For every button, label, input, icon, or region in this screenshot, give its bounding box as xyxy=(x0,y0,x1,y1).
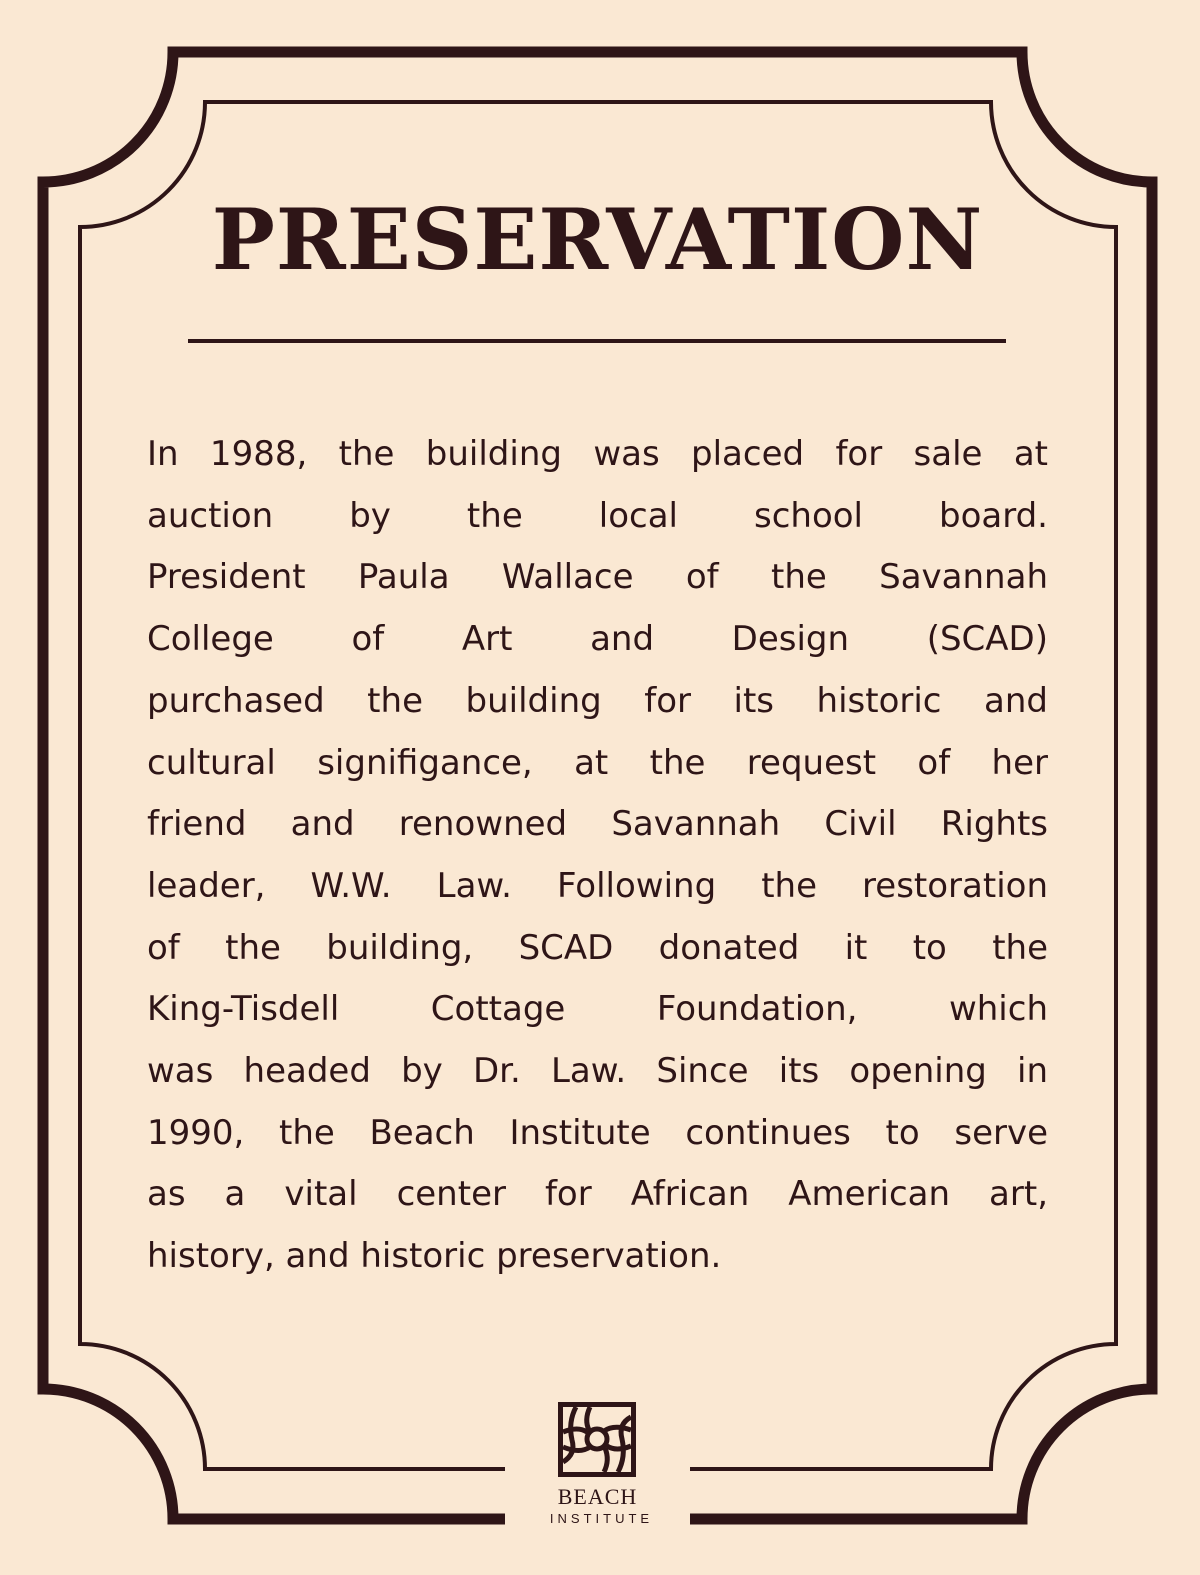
body-line: purchased the building for its historic and xyxy=(147,680,1048,721)
body-line: 1990, the Beach Institute continues to serve xyxy=(147,1112,1048,1153)
body-line: as a vital center for African American art, xyxy=(147,1174,1048,1215)
logo-text-beach: BEACH xyxy=(557,1484,638,1509)
body-line: King-Tisdell Cottage Foundation, which xyxy=(147,989,1048,1030)
logo-text-institute: INSTITUTE xyxy=(549,1511,654,1526)
body-line: leader, W.W. Law. Following the restoration xyxy=(147,865,1048,906)
beach-institute-logo-icon xyxy=(558,1402,636,1477)
body-line: friend and renowned Savannah Civil Rights xyxy=(147,804,1048,845)
body-line: College of Art and Design (SCAD) xyxy=(147,619,1048,660)
title-divider xyxy=(188,339,1006,343)
page-title: PRESERVATION xyxy=(211,190,984,289)
body-line: of the building, SCAD donated it to the xyxy=(147,927,1048,968)
body-line: President Paula Wallace of the Savannah xyxy=(147,557,1048,598)
body-line: In 1988, the building was placed for sale at xyxy=(147,434,1048,474)
body-line: auction by the local school board. xyxy=(147,495,1048,536)
body-text xyxy=(147,424,1048,1288)
body-line: was headed by Dr. Law. Since its opening in xyxy=(147,1051,1048,1092)
body-line: cultural signifigance, at the request of her xyxy=(147,742,1048,783)
body-line: history, and historic preservation. xyxy=(147,1236,722,1277)
